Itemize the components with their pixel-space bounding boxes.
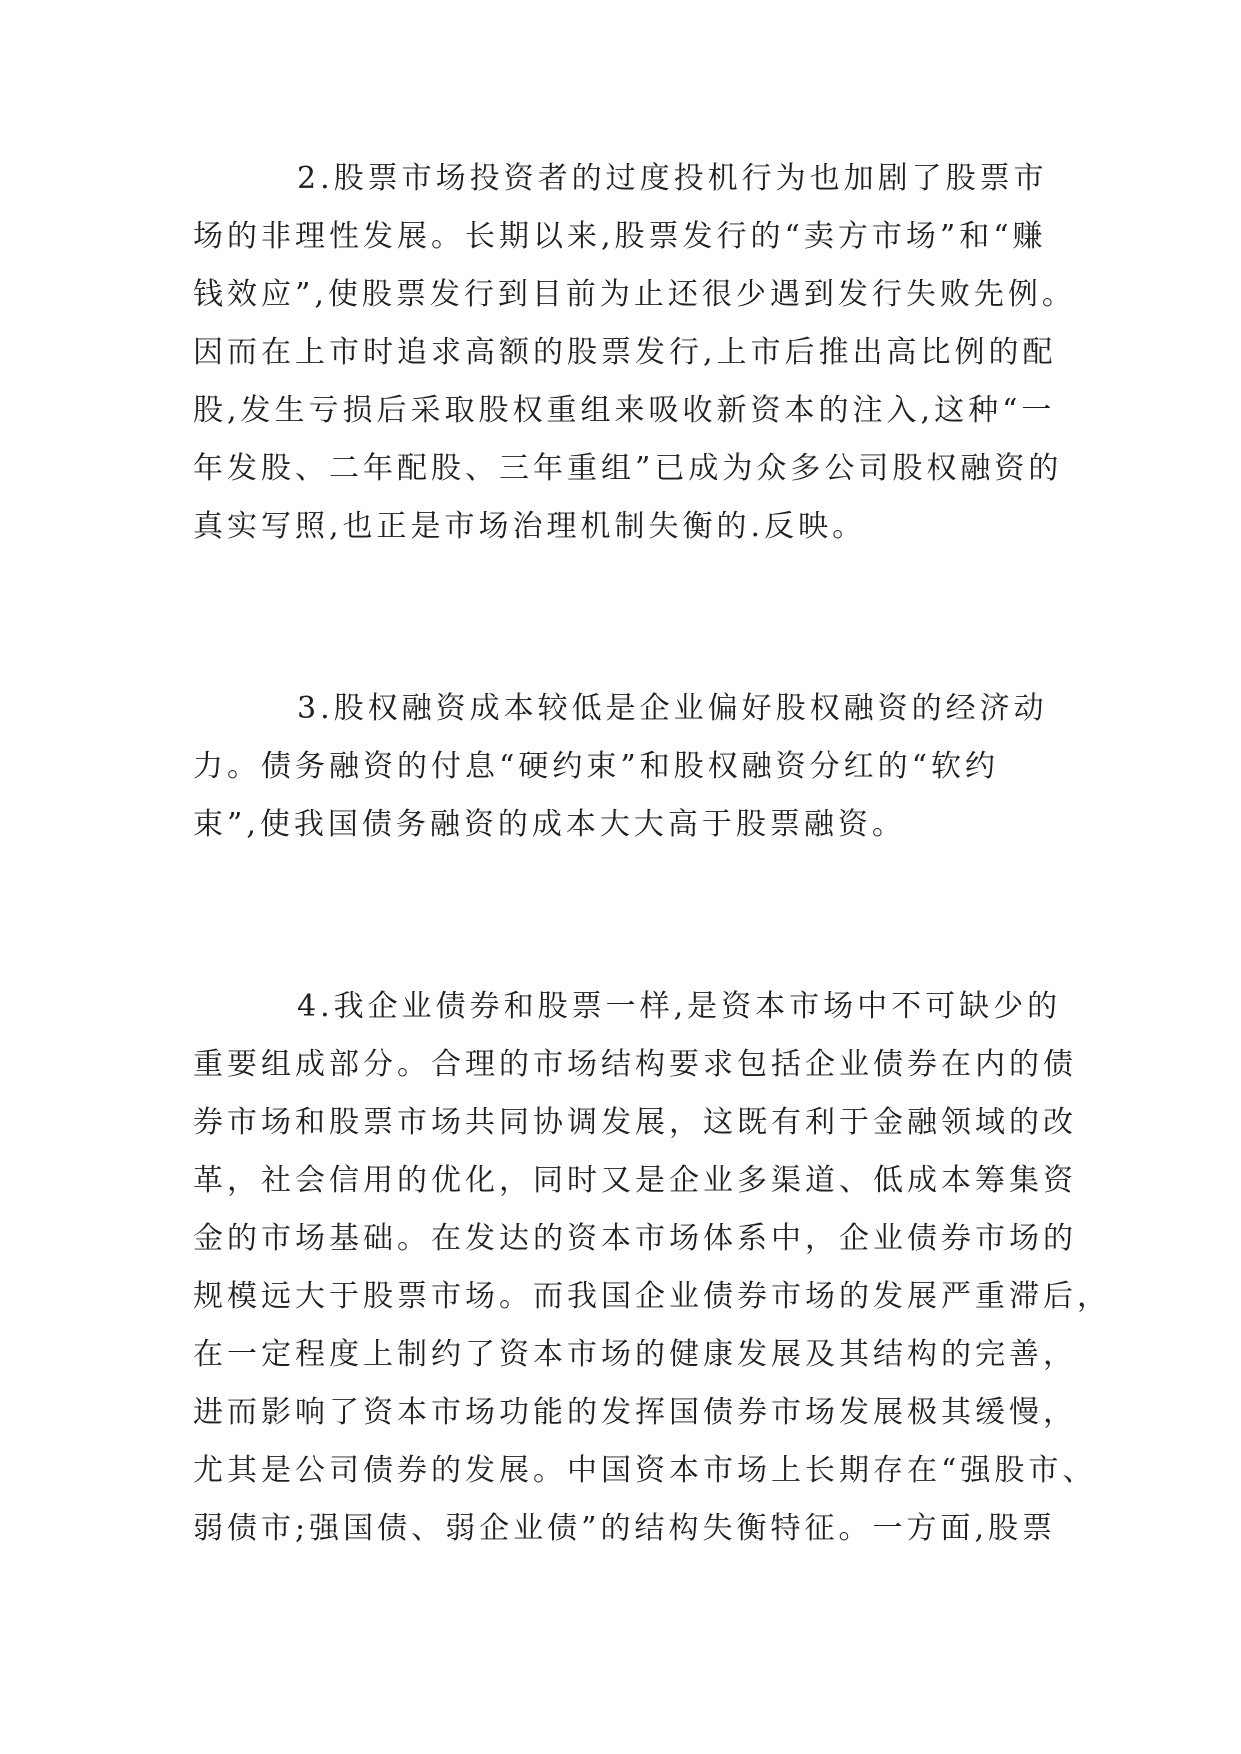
text-line: 券市场和股票市场共同协调发展，这既有利于金融领域的改	[193, 1105, 1077, 1140]
paragraph-spacer	[193, 854, 1055, 978]
text-line: 钱效应”,使股票发行到目前为止还很少遇到发行失败先例。	[193, 277, 1076, 312]
text-line: 金的市场基础。在发达的资本市场体系中，企业债券市场的	[193, 1221, 1077, 1256]
text-line: 力。债务融资的付息“硬约束”和股权融资分红的“软约	[193, 749, 1000, 784]
text-line: 重要组成部分。合理的市场结构要求包括企业债券在内的债	[193, 1047, 1077, 1082]
paragraph-spacer	[193, 556, 1055, 680]
paragraph-4	[193, 978, 1111, 1558]
text-line: 进而影响了资本市场功能的发挥国债券市场发展极其缓慢，	[193, 1395, 1077, 1430]
paragraph-3	[193, 680, 1055, 854]
text-line: 3.股权融资成本较低是企业偏好股权融资的经济动	[297, 691, 1048, 726]
text-line: 尤其是公司债券的发展。中国资本市场上长期存在“强股市、	[193, 1453, 1097, 1488]
text-line: 真实写照,也正是市场治理机制失衡的.反映。	[193, 509, 867, 544]
text-line: 弱债市;强国债、弱企业债”的结构失衡特征。一方面,股票	[193, 1511, 1056, 1546]
paragraph-2	[193, 150, 1076, 556]
text-line: 股,发生亏损后采取股权重组来吸收新资本的注入,这种“一	[193, 393, 1056, 428]
text-line: 束”,使我国债务融资的成本大大高于股票融资。	[193, 807, 906, 842]
text-line: 4.我企业债券和股票一样,是资本市场中不可缺少的	[297, 989, 1062, 1024]
document-page	[193, 150, 1111, 1558]
text-line: 在一定程度上制约了资本市场的健康发展及其结构的完善，	[193, 1337, 1077, 1372]
text-line: 场的非理性发展。长期以来,股票发行的“卖方市场”和“赚	[193, 219, 1047, 254]
text-line: 规模远大于股票市场。而我国企业债券市场的发展严重滞后，	[193, 1279, 1111, 1314]
text-line: 革，社会信用的优化，同时又是企业多渠道、低成本筹集资	[193, 1163, 1077, 1198]
text-line: 年发股、二年配股、三年重组”已成为众多公司股权融资的	[193, 451, 1063, 486]
text-line: 因而在上市时追求高额的股票发行,上市后推出高比例的配	[193, 335, 1057, 370]
text-line: 2.股票市场投资者的过度投机行为也加剧了股票市	[297, 161, 1048, 196]
